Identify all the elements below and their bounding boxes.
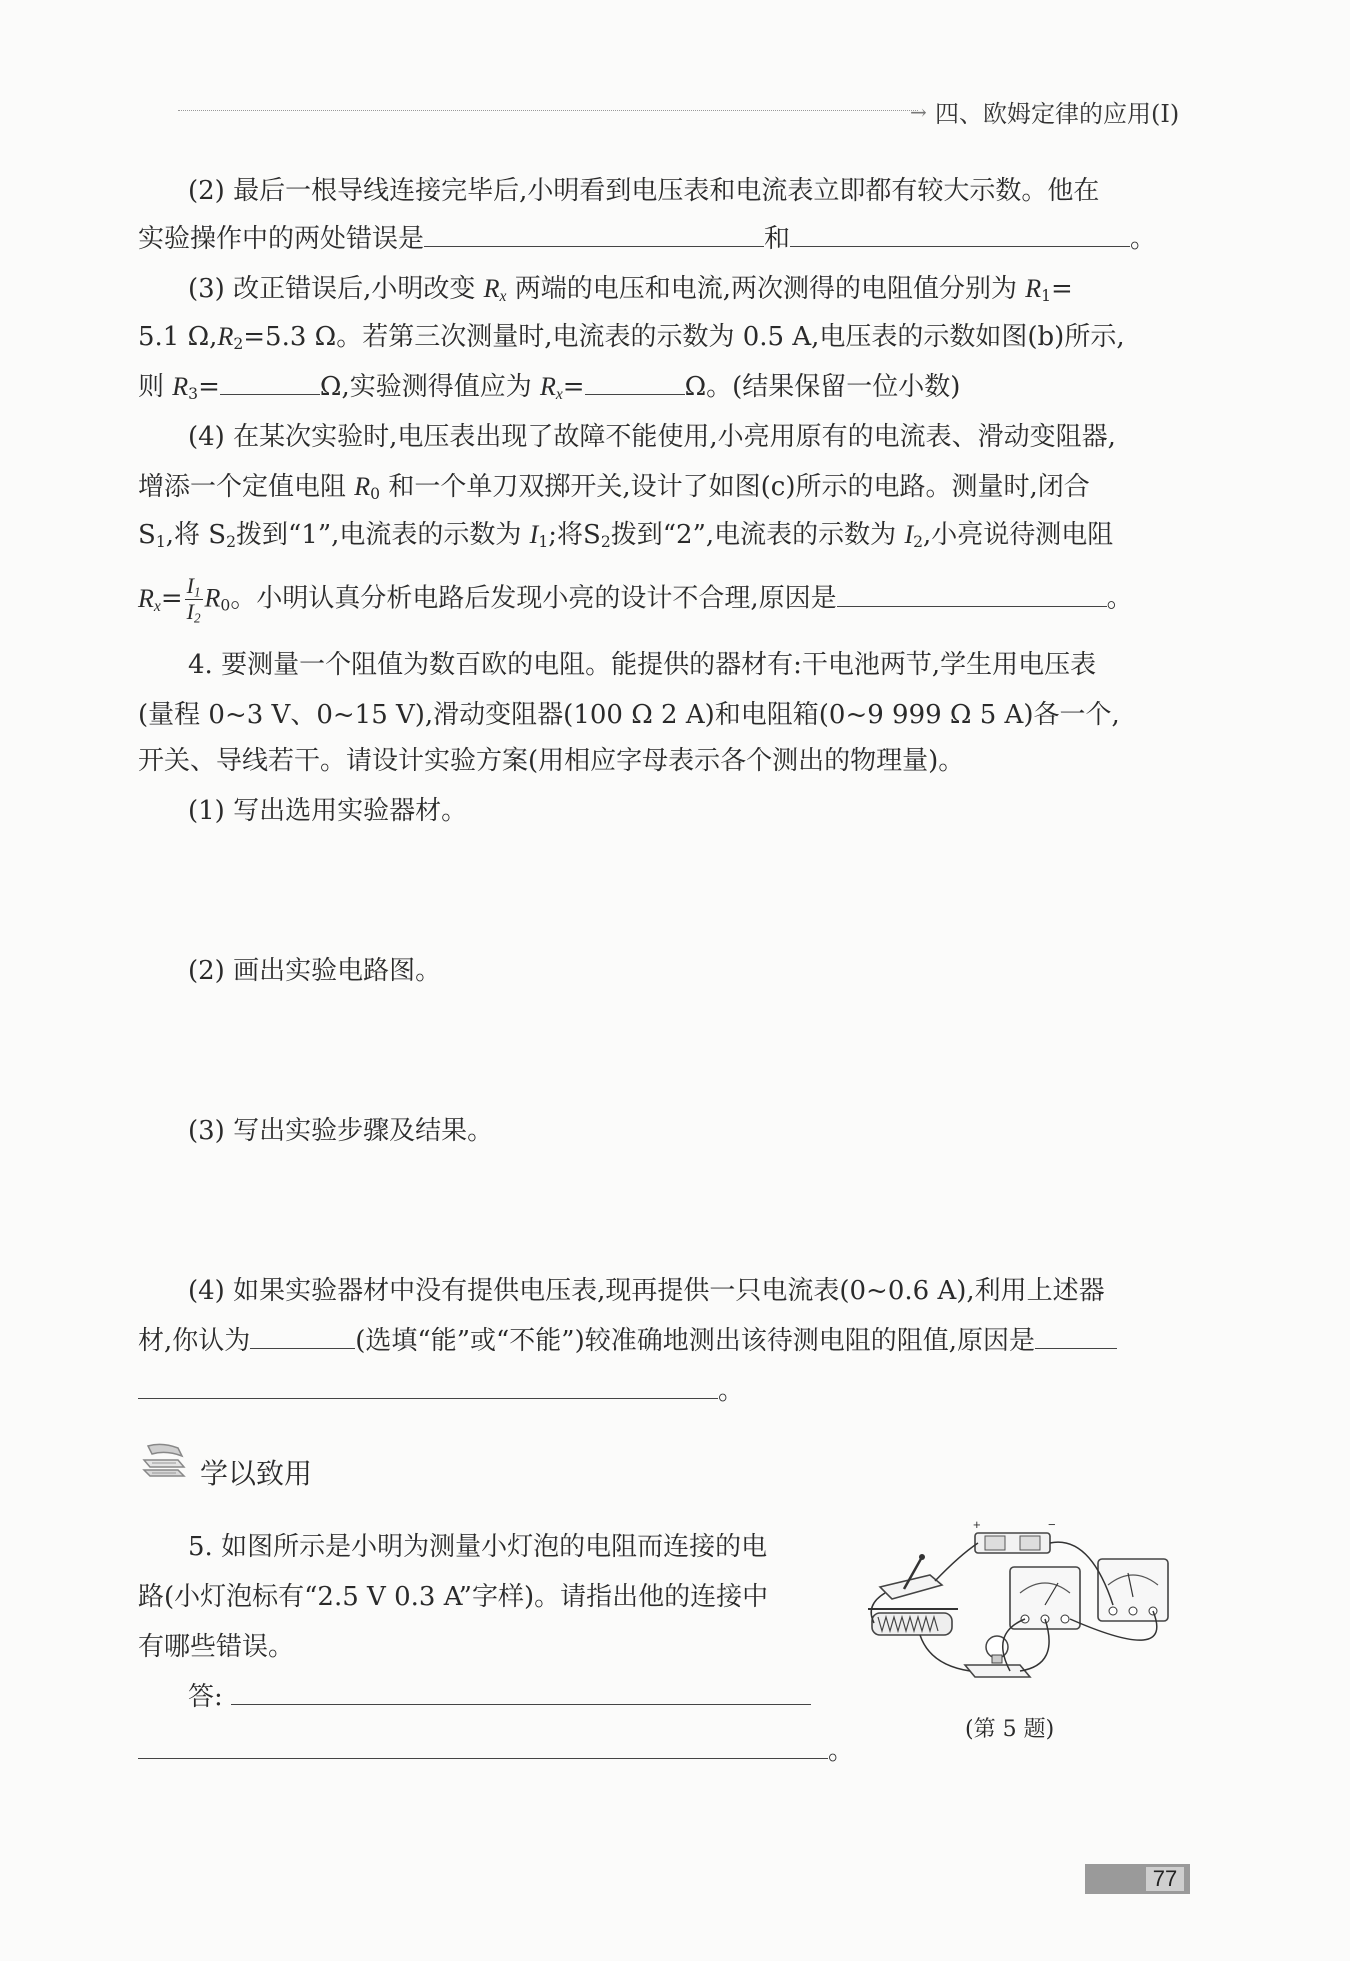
fraction: $\frac{I_1}{I_2}$ bbox=[186, 573, 201, 626]
q3-p3-line2: 5.1 $\Omega,R_2=5.3$ Ω。若第三次测量时,电流表的示数为 0.5 A,电压表的示数如图(b)所示, bbox=[138, 322, 1125, 353]
q4-sub2: (2) 画出实验电路图。 bbox=[188, 956, 442, 986]
section-title: 学以致用 bbox=[200, 1457, 313, 1490]
page-number: 77 bbox=[1146, 1867, 1184, 1891]
answer-blank[interactable] bbox=[1035, 1347, 1117, 1349]
answer-blank[interactable] bbox=[424, 245, 764, 247]
svg-text:+: + bbox=[973, 1517, 981, 1532]
answer-blank[interactable] bbox=[138, 1397, 718, 1399]
q3-p2-line2: 实验操作中的两处错误是 和 。 bbox=[138, 224, 1157, 254]
answer-blank[interactable] bbox=[231, 1703, 811, 1705]
q4-sub1: (1) 写出选用实验器材。 bbox=[188, 796, 468, 826]
q4-line3: 开关、导线若干。请设计实验方案(用相应字母表示各个测出的物理量)。 bbox=[138, 746, 965, 776]
page-number-tab bbox=[1085, 1864, 1190, 1894]
circuit-figure bbox=[860, 1515, 1180, 1705]
header-rule bbox=[178, 110, 918, 111]
q3-p4-line2: 增添一个定值电阻 $R_0$ 和一个单刀双掷开关,设计了如图(c)所示的电路。测量时,闭合 bbox=[138, 472, 1090, 503]
q5-answer-line: 答: bbox=[188, 1684, 811, 1710]
chapter-title: 四、欧姆定律的应用(Ⅰ) bbox=[935, 100, 1180, 128]
answer-blank[interactable] bbox=[585, 393, 685, 395]
q4-sub3: (3) 写出实验步骤及结果。 bbox=[188, 1116, 494, 1146]
arrow-icon: → bbox=[910, 100, 927, 124]
q4-line2: (量程 0~3 V、0~15 V),滑动变阻器(100 Ω 2 A)和电阻箱(0~9 999 Ω 5 A)各一个, bbox=[138, 700, 1120, 730]
q3-p4-line1: (4) 在某次实验时,电压表出现了故障不能使用,小亮用原有的电流表、滑动变阻器, bbox=[188, 422, 1116, 452]
q5-line1: 5. 如图所示是小明为测量小灯泡的电阻而连接的电 bbox=[188, 1532, 768, 1562]
q4-line1: 4. 要测量一个阻值为数百欧的电阻。能提供的器材有:干电池两节,学生用电压表 bbox=[188, 650, 1097, 680]
q3-p3-line1: (3) 改正错误后,小明改变 $R_x$ 两端的电压和电流,两次测得的电阻值分别为 $R_1=$ bbox=[188, 274, 1073, 305]
q5-answer-line2: 。 bbox=[138, 1738, 854, 1764]
answer-blank[interactable] bbox=[790, 245, 1130, 247]
svg-text:−: − bbox=[1048, 1517, 1056, 1532]
q4-sub4-line3: 。 bbox=[138, 1378, 744, 1404]
books-icon bbox=[138, 1440, 190, 1484]
q5-line2: 路(小灯泡标有“2.5 V 0.3 A”字样)。请指出他的连接中 bbox=[138, 1582, 769, 1612]
answer-blank[interactable] bbox=[138, 1757, 828, 1759]
q4-sub4-line1: (4) 如果实验器材中没有提供电压表,现再提供一只电流表(0~0.6 A),利用上述器 bbox=[188, 1276, 1105, 1306]
q3-p2-line1: (2) 最后一根导线连接完毕后,小明看到电压表和电流表立即都有较大示数。他在 bbox=[188, 176, 1100, 206]
answer-blank[interactable] bbox=[837, 605, 1107, 607]
q4-sub4-line2: 材,你认为 (选填“能”或“不能”)较准确地测出该待测电阻的阻值,原因是 bbox=[138, 1328, 1117, 1354]
answer-blank[interactable] bbox=[220, 393, 320, 395]
q3-p3-line3: 则 $R_3= \Omega$,实验测得值应为 $R_x= \Omega$。(结果保留一位小数) bbox=[138, 372, 961, 403]
answer-blank[interactable] bbox=[250, 1347, 355, 1349]
q3-p4-line3: $S_1$,将 $S_2$拨到“1”,电流表的示数为 $I_1$;将$S_2$拨到“2”,电流表的示数为 $I_2$,小亮说待测电阻 bbox=[138, 520, 1114, 551]
figure-caption: (第 5 题) bbox=[965, 1717, 1055, 1742]
q5-line3: 有哪些错误。 bbox=[138, 1632, 295, 1662]
q3-p4-line4: $R_x=$ $\frac{I_1}{I_2}$ $R_0$。小明认真分析电路后发现小亮的设计不合理,原因是 。 bbox=[138, 573, 1133, 626]
